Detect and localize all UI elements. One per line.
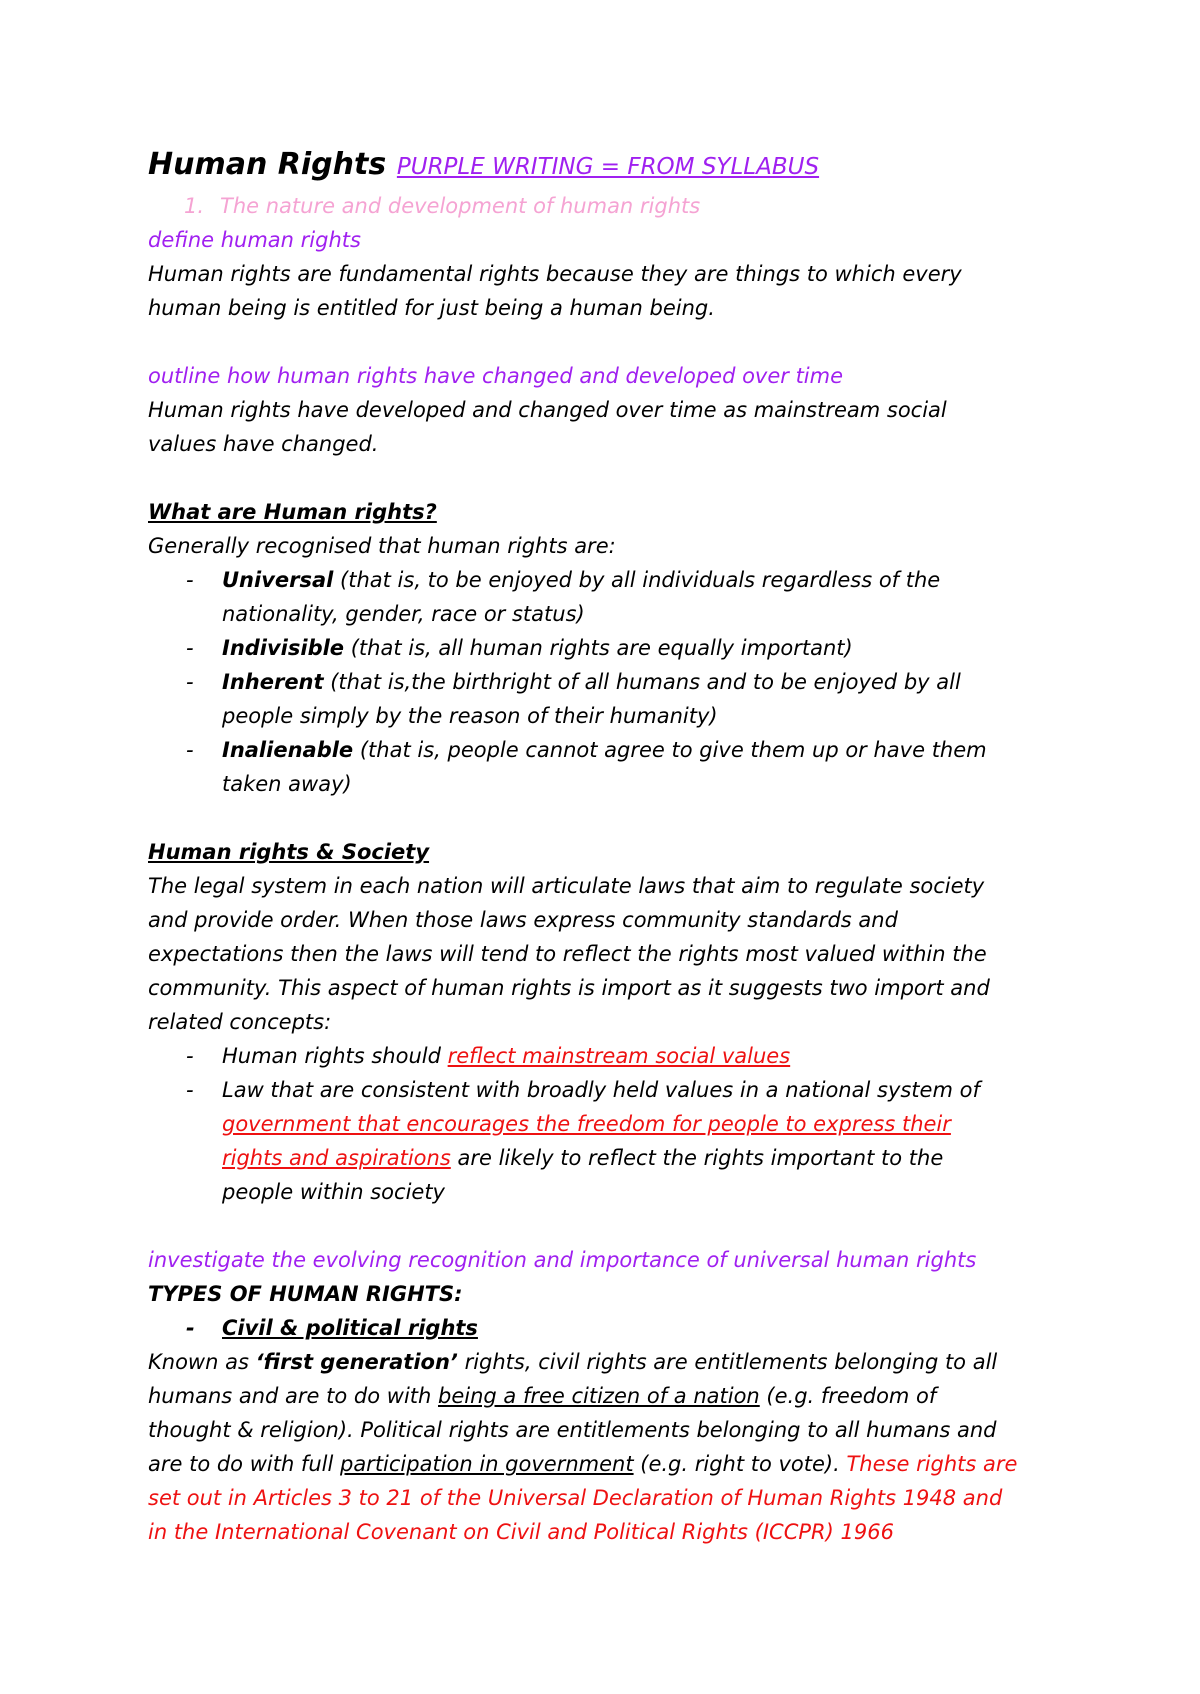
term: Universal xyxy=(222,568,334,592)
outline-prompt: outline how human rights have changed and developed over time xyxy=(148,364,844,388)
list-item xyxy=(148,733,1080,801)
section-number: 1. xyxy=(184,194,205,218)
spacer xyxy=(148,1209,1080,1243)
highlight-text: reflect mainstream social values xyxy=(447,1044,791,1068)
term: Inherent xyxy=(222,670,324,694)
term-desc: nationality, gender, race or status) xyxy=(222,602,585,626)
dash-bullet: - xyxy=(186,636,194,660)
civil-heading: Civil & political rights xyxy=(222,1316,478,1340)
section-title: The nature and development of human rights xyxy=(220,194,701,218)
list-item xyxy=(148,631,1080,665)
page-title: Human Rights xyxy=(148,147,387,182)
term-desc: (that is, all human rights are equally important) xyxy=(344,636,853,660)
define-prompt: define human rights xyxy=(148,228,361,252)
dash-bullet: - xyxy=(186,568,194,592)
dash-bullet: - xyxy=(186,1316,195,1340)
list-item xyxy=(148,1073,1080,1209)
list-item xyxy=(148,1039,1080,1073)
section-heading xyxy=(148,189,1080,223)
term-desc: people simply by the reason of their humanity) xyxy=(222,704,718,728)
list-item xyxy=(148,665,1080,733)
dash-bullet: - xyxy=(186,1044,194,1068)
para-red: set out in Articles 3 to 21 of the Universal Declaration of Human Rights 1948 and xyxy=(148,1486,1003,1510)
define-line-2: human being is entitled for just being a human being. xyxy=(148,296,715,320)
para-text: rights, civil rights are entitlements belonging to all xyxy=(457,1350,998,1374)
term-desc: (that is,the birthright of all humans and to be enjoyed by all xyxy=(323,670,961,694)
term-desc: (that is, to be enjoyed by all individuals regardless of the xyxy=(333,568,941,592)
term: Indivisible xyxy=(222,636,345,660)
para-text: (e.g. right to vote). xyxy=(633,1452,847,1476)
what-are-intro: Generally recognised that human rights are: xyxy=(148,534,616,558)
society-line: related concepts: xyxy=(148,1010,332,1034)
types-heading: TYPES OF HUMAN RIGHTS: xyxy=(148,1282,463,1306)
spacer xyxy=(148,801,1080,835)
investigate-prompt: investigate the evolving recognition and importance of universal human rights xyxy=(148,1248,977,1272)
bullet-text: Law that are consistent with broadly held values in a national system of xyxy=(222,1078,980,1102)
list-item xyxy=(148,563,1080,631)
dash-bullet: - xyxy=(186,738,194,762)
para-text: Known as xyxy=(148,1350,256,1374)
bullet-text: are likely to reflect the rights important to the xyxy=(450,1146,944,1170)
para-underline: participation in government xyxy=(339,1452,634,1476)
term-desc: taken away) xyxy=(222,772,352,796)
para-underline: being a free citizen of a nation xyxy=(438,1384,760,1408)
para-red: in the International Covenant on Civil and Political Rights (ICCPR) 1966 xyxy=(148,1520,894,1544)
what-are-heading: What are Human rights? xyxy=(148,500,437,524)
highlight-text: government that encourages the freedom for people to express their xyxy=(222,1112,951,1136)
define-line-1: Human rights are fundamental rights because they are things to which every xyxy=(148,262,962,286)
dash-bullet: - xyxy=(186,1078,194,1102)
para-bold: ‘first generation’ xyxy=(255,1350,458,1374)
list-item xyxy=(148,1311,1080,1345)
outline-line-2: values have changed. xyxy=(148,432,379,456)
para-red: These rights are xyxy=(846,1452,1018,1476)
bullet-text: people within society xyxy=(222,1180,445,1204)
para-text: thought & religion). Political rights are entitlements belonging to all humans and xyxy=(148,1418,997,1442)
term-desc: (that is, people cannot agree to give them up or have them xyxy=(353,738,987,762)
bullet-text: Human rights should xyxy=(222,1044,448,1068)
society-line: community. This aspect of human rights is import as it suggests two import and xyxy=(148,976,990,1000)
society-line: The legal system in each nation will articulate laws that aim to regulate society xyxy=(148,874,985,898)
para-text: (e.g. freedom of xyxy=(759,1384,937,1408)
para-text: humans and are to do with xyxy=(148,1384,438,1408)
spacer xyxy=(148,461,1080,495)
para-text: are to do with full xyxy=(148,1452,340,1476)
society-line: and provide order. When those laws express community standards and xyxy=(148,908,898,932)
term: Inalienable xyxy=(222,738,354,762)
highlight-text: rights and aspirations xyxy=(222,1146,451,1170)
society-line: expectations then the laws will tend to reflect the rights most valued within the xyxy=(148,942,987,966)
title-line xyxy=(148,143,1080,189)
outline-line-1: Human rights have developed and changed over time as mainstream social xyxy=(148,398,947,422)
syllabus-note: PURPLE WRITING = FROM SYLLABUS xyxy=(396,154,820,180)
society-heading: Human rights & Society xyxy=(148,840,430,864)
dash-bullet: - xyxy=(186,670,194,694)
spacer xyxy=(148,325,1080,359)
